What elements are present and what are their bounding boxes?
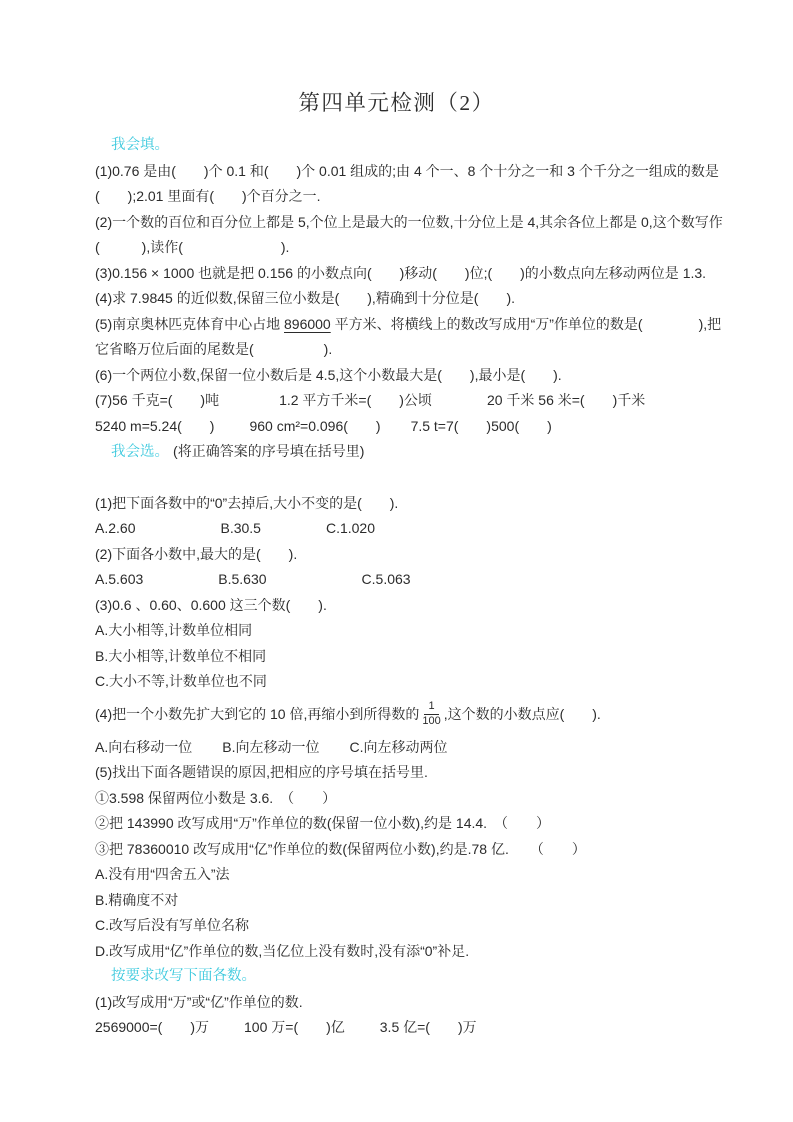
fill-q7-conv-cm2: 960 cm²=0.096( ): [249, 417, 381, 434]
fill-q5-text-pre: (5)南京奥林匹克体育中心占地: [95, 315, 284, 332]
fill-q5-text-post: 平方米、将横线上的数改写成用“万”作单位的数是( ),把: [330, 315, 722, 332]
fill-q7-line1: [95, 388, 733, 414]
section-choose-header: 我会选。: [111, 444, 169, 460]
fill-q7-conv-km: 20 千米 56 米=( )千米: [486, 392, 646, 408]
choose-q4-text-post: ,这个数的小数点应( ).: [443, 705, 601, 722]
fill-q2-line1: (2)一个数的百位和百分位上都是 5,个位上是最大的一位数,十分位上是 4,其余各位上都是 0,这个数写作: [95, 213, 723, 230]
choose-q1: (1)把下面各数中的“0”去掉后,大小不变的是( ).: [95, 494, 399, 511]
fill-q4: (4)求 7.9845 的近似数,保留三位小数是( ),精确到十分位是( ).: [95, 290, 516, 306]
fill-q2-line2: ( ),读作( ).: [95, 239, 290, 255]
choose-q5: (5)找出下面各题错误的原因,把相应的序号填在括号里.: [95, 764, 428, 780]
fill-q1-line1: (1)0.76 是由( )个 0.1 和( )个 0.01 组成的;由 4 个一、8 个十分之一和 3 个千分之一组成的数是: [95, 162, 719, 179]
page-title: 第四单元检测（2）: [298, 91, 495, 115]
fill-q5-line2: 它省略万位后面的尾数是( ).: [95, 341, 333, 357]
choose-q4-options: [95, 735, 733, 761]
fill-q5-line1: [95, 312, 733, 338]
choose-q2-option-a: A.5.603: [95, 571, 144, 587]
fill-q5-underlined-number: 896000: [284, 315, 331, 332]
rewrite-item-b: 100 万=( )亿: [244, 1019, 345, 1035]
choose-q3: (3)0.6 、0.60、0.600 这三个数( ).: [95, 596, 327, 613]
choose-q1-options: [95, 516, 733, 542]
choose-q4-option-b: B.向左移动一位: [222, 738, 320, 755]
choose-q1-option-b: B.30.5: [220, 520, 261, 536]
fraction-1-100: [422, 700, 440, 729]
section-rewrite-header-row: [95, 964, 733, 990]
section-choose-header-row: [95, 439, 733, 466]
blank-line: [95, 466, 733, 491]
choose-q4-option-c: C.向左移动两位: [349, 738, 448, 755]
choose-q1-option-a: A.2.60: [95, 520, 136, 536]
fraction-denominator: 100: [422, 715, 441, 727]
section-fill-header: 我会填。: [111, 137, 169, 153]
fill-q7-conv-t: 7.5 t=7( )500( ): [410, 417, 552, 434]
choose-q5-option-b: B.精确度不对: [95, 891, 179, 908]
choose-q3-option-c: C.大小不等,计数单位也不同: [95, 673, 267, 689]
choose-q3-option-a: A.大小相等,计数单位相同: [95, 622, 253, 638]
choose-q5-item-2: ②把 143990 改写成用“万”作单位的数(保留一位小数),约是 14.4. （ ）: [95, 815, 551, 831]
choose-q5-item-1: ①3.598 保留两位小数是 3.6. （ ）: [95, 789, 337, 806]
fill-q7-conv-m: 5240 m=5.24( ): [95, 417, 215, 434]
fill-q7-conv-kg: (7)56 千克=( )吨: [95, 392, 220, 408]
choose-q1-option-c: C.1.020: [325, 520, 376, 536]
choose-q5-option-d: D.改写成用“亿”作单位的数,当亿位上没有数时,没有添“0”补足.: [95, 942, 470, 959]
choose-q2-option-c: C.5.063: [361, 571, 411, 587]
rewrite-q1-row: [95, 1015, 733, 1041]
choose-q2: (2)下面各小数中,最大的是( ).: [95, 545, 298, 562]
section-fill-header-row: [95, 133, 733, 159]
fraction-numerator: 1: [424, 700, 438, 715]
choose-q4: [95, 695, 733, 735]
section-choose-note: (将正确答案的序号填在括号里): [173, 443, 365, 459]
rewrite-q1: (1)改写成用“万”或“亿”作单位的数.: [95, 993, 303, 1010]
fill-q7-line2: [95, 414, 733, 440]
choose-q4-option-a: A.向右移动一位: [95, 738, 193, 755]
choose-q5-option-c: C.改写后没有写单位名称: [95, 917, 249, 933]
section-rewrite-header: 按要求改写下面各数。: [111, 968, 256, 984]
fill-q7-conv-sqkm: 1.2 平方千米=( )公顷: [279, 392, 432, 408]
choose-q2-options: [95, 567, 733, 593]
rewrite-item-c: 3.5 亿=( )万: [379, 1019, 477, 1035]
choose-q3-option-b: B.大小相等,计数单位不相同: [95, 647, 267, 664]
choose-q5-option-a: A.没有用“四舍五入”法: [95, 866, 230, 882]
choose-q2-option-b: B.5.630: [218, 571, 267, 587]
fill-q6: (6)一个两位小数,保留一位小数后是 4.5,这个小数最大是( ),最小是( ).: [95, 366, 562, 383]
rewrite-item-a: 2569000=( )万: [95, 1019, 210, 1035]
worksheet-content: [0, 117, 793, 1041]
choose-q4-text-pre: (4)把一个小数先扩大到它的 10 倍,再缩小到所得数的: [95, 705, 420, 722]
fill-q1-line2: ( );2.01 里面有( )个百分之一.: [95, 188, 321, 204]
fill-q3: (3)0.156 × 1000 也就是把 0.156 的小数点向( )移动( )位;( )的小数点向左移动两位是 1.3.: [95, 264, 707, 281]
choose-q5-item-3: ③把 78360010 改写成用“亿”作单位的数(保留两位小数),约是.78 亿. （ ）: [95, 840, 586, 857]
